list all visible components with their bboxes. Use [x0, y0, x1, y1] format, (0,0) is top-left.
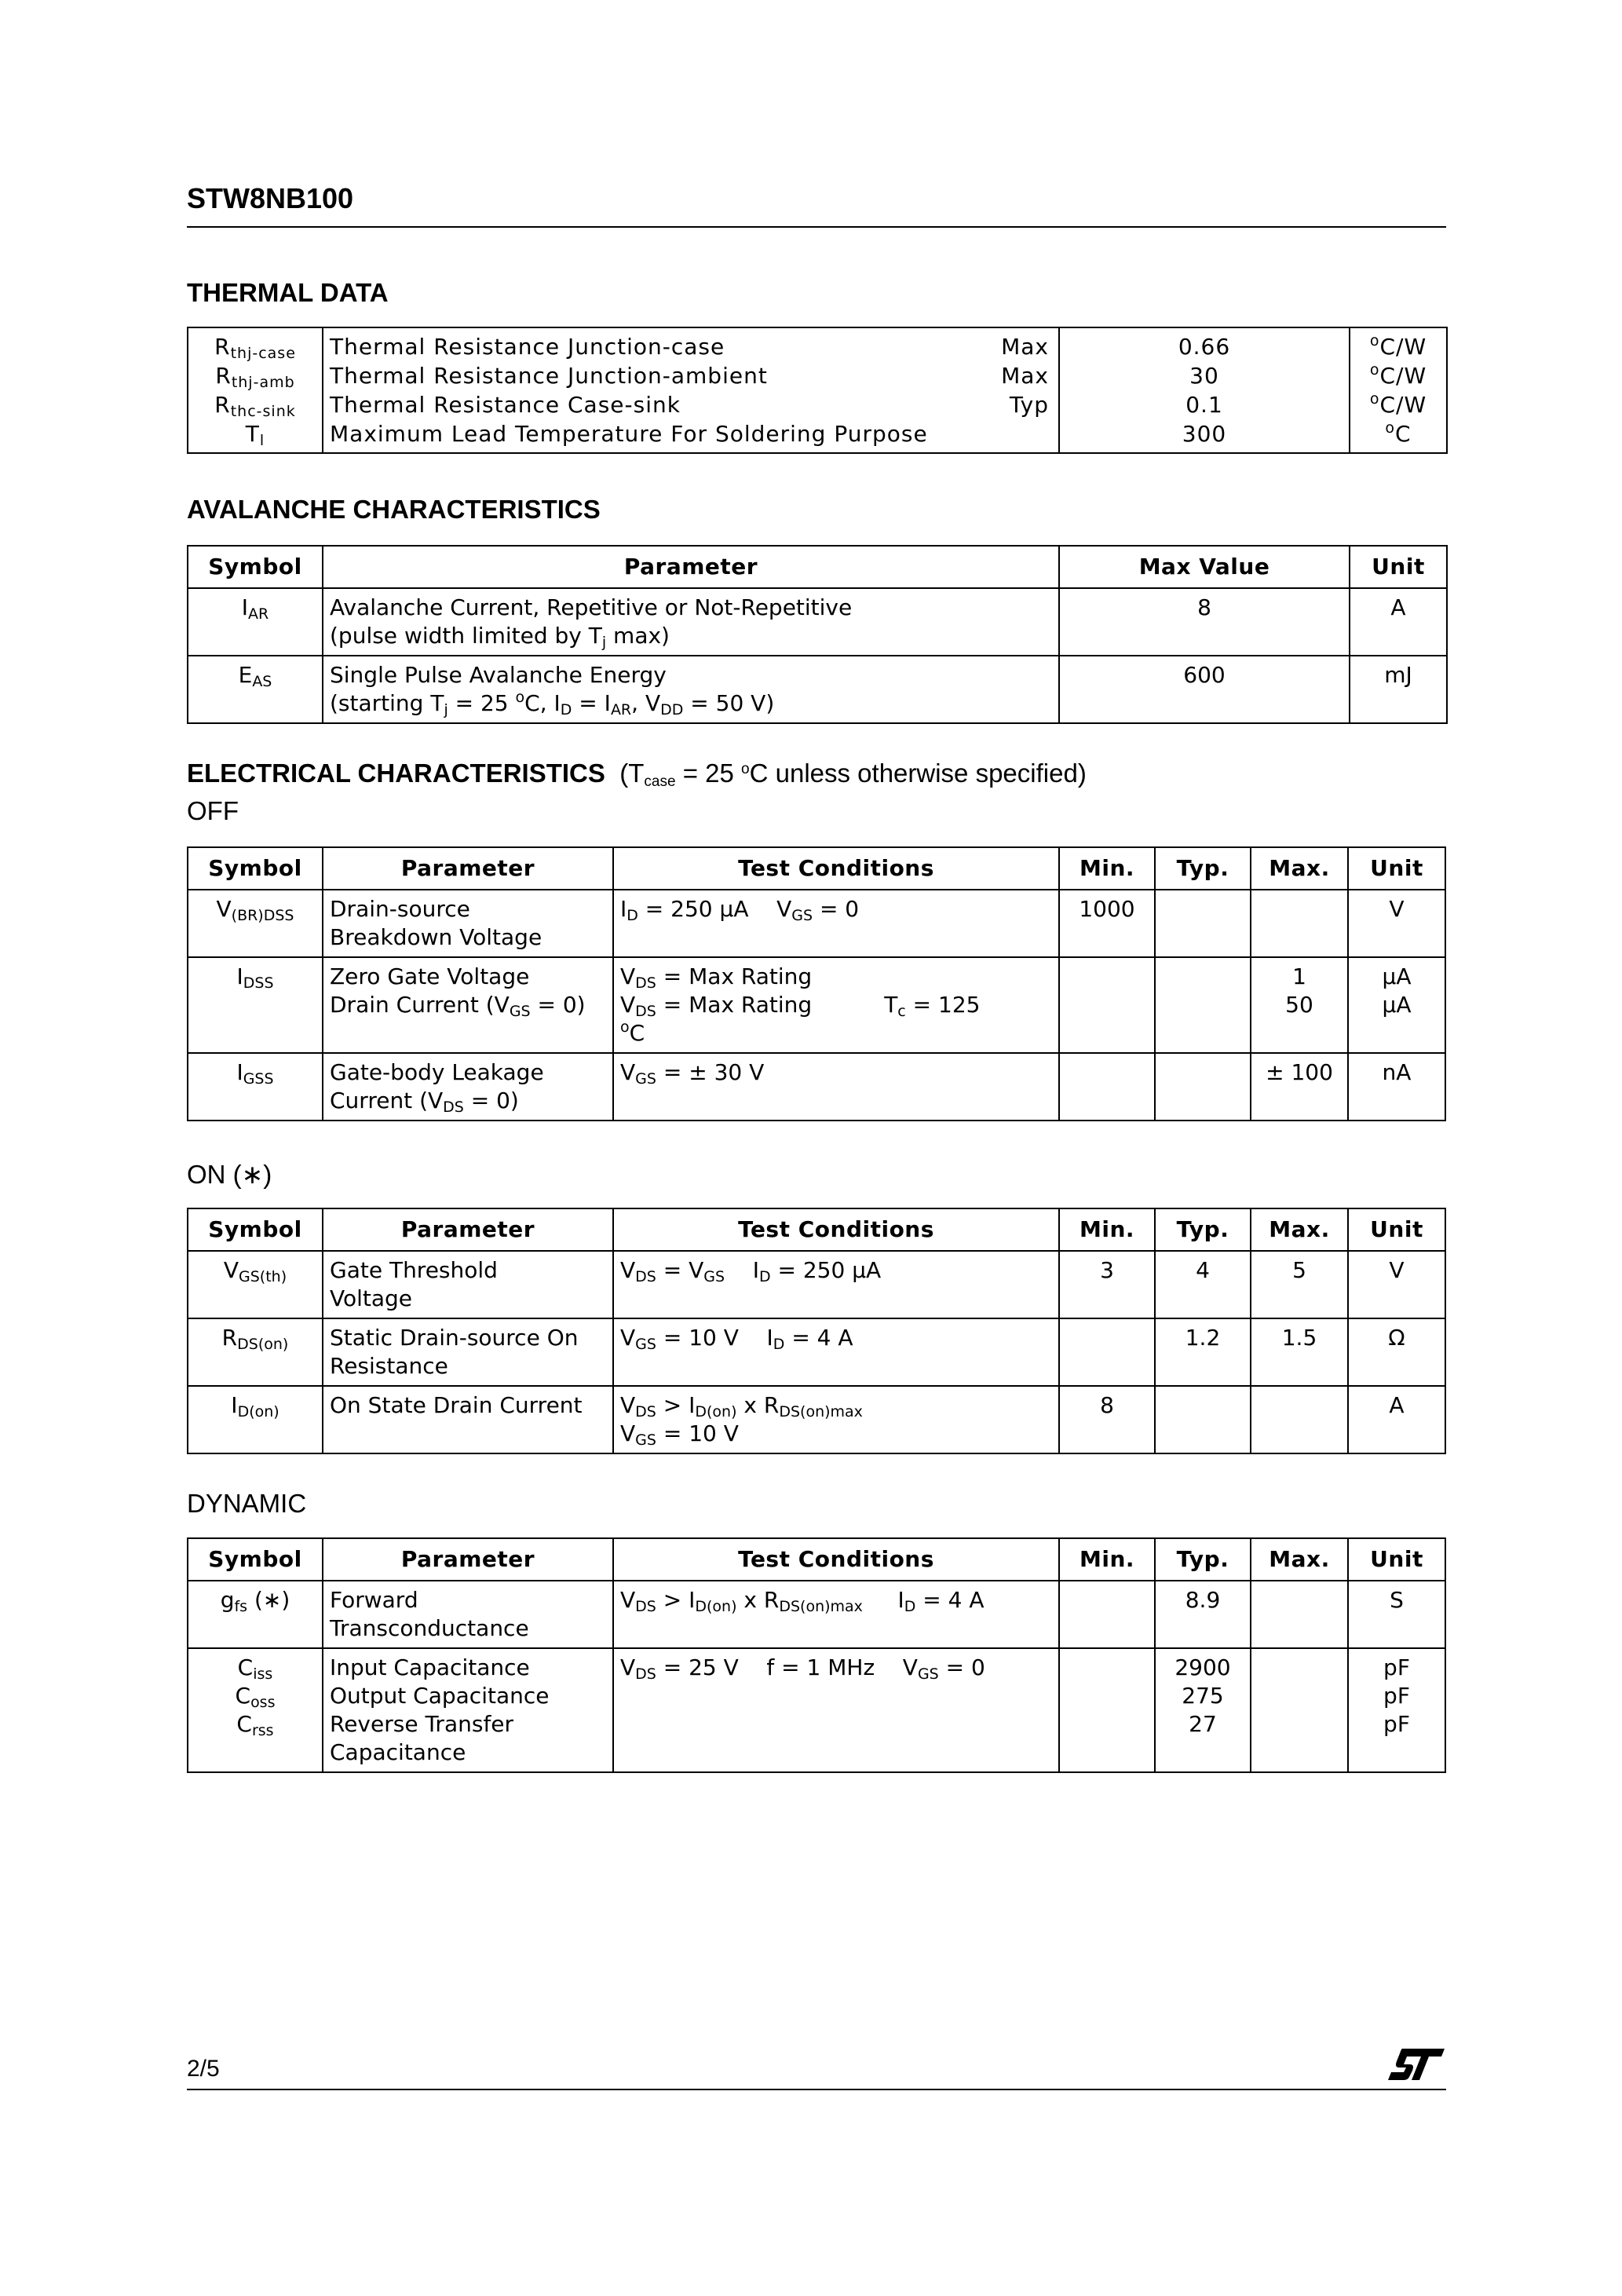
- max-cell: 1.5: [1251, 1318, 1348, 1386]
- typ-cell: 4: [1155, 1251, 1251, 1318]
- test-conditions-cell: $V_{GS} = 10$ V $I_D = 4$ A: [613, 1318, 1059, 1386]
- header-rule: [187, 226, 1446, 228]
- symbol-cell: $g_{fs}$ (∗): [188, 1581, 323, 1648]
- page-number: 2/5: [187, 2056, 220, 2082]
- symbol-cell: $I_{GSS}$: [188, 1053, 323, 1121]
- test-conditions-cell: $V_{GS}$ = ± 30 V: [613, 1053, 1059, 1121]
- table-row: [188, 419, 1447, 453]
- dynamic-title: DYNAMIC: [187, 1489, 307, 1518]
- test-conditions-header: Test Conditions: [613, 1208, 1059, 1251]
- value-cell: 0.1: [1059, 389, 1350, 419]
- unit-header: Unit: [1348, 847, 1445, 890]
- symbol-cell: $T_l$: [188, 419, 323, 453]
- part-number-header: STW8NB100: [187, 182, 354, 214]
- max-cell: [1251, 1581, 1348, 1648]
- header-row: [188, 1538, 1445, 1581]
- unit-header: Unit: [1350, 546, 1447, 588]
- min-cell: [1059, 1053, 1155, 1121]
- table-row: [188, 656, 1447, 723]
- test-conditions-cell: $V_{DS} > I_{D(on)}$ x $R_{DS(on)max}$ $V_{GS} = 10$ V: [613, 1386, 1059, 1453]
- symbol-cell: $I_{AR}$: [188, 588, 323, 656]
- unit-cell: S: [1348, 1581, 1445, 1648]
- value-cell: 8: [1059, 588, 1350, 656]
- symbol-cell: $E_{AS}$: [188, 656, 323, 723]
- test-conditions-cell: $V_{DS} = 25$ V f = 1 MHz $V_{GS} = 0$: [613, 1648, 1059, 1772]
- test-conditions-cell: $I_D = 250$ µA $V_{GS} = 0$: [613, 890, 1059, 957]
- symbol-header: Symbol: [188, 847, 323, 890]
- table-row: [188, 327, 1447, 360]
- thermal-data-title: THERMAL DATA: [187, 278, 389, 307]
- max-header: Max.: [1251, 847, 1348, 890]
- parameter-header: Parameter: [323, 847, 613, 890]
- parameter-cell: Single Pulse Avalanche Energy (starting $T_j = 25$ $^o$C, $I_D = I_{AR}$, $V_{DD} = 50$ V): [323, 656, 1059, 723]
- max-header: Max.: [1251, 1208, 1348, 1251]
- max-cell: ± 100: [1251, 1053, 1348, 1121]
- min-cell: [1059, 1318, 1155, 1386]
- table-row: [188, 1251, 1445, 1318]
- max-value-header: Max Value: [1059, 546, 1350, 588]
- unit-cell: pF pF pF: [1348, 1648, 1445, 1772]
- parameter-cell: Static Drain-source On Resistance: [323, 1318, 613, 1386]
- symbol-cell: $V_{GS(th)}$: [188, 1251, 323, 1318]
- typ-header: Typ.: [1155, 847, 1251, 890]
- st-logo: [1386, 2046, 1445, 2083]
- parameter-cell: Thermal Resistance Case-sink Typ: [323, 389, 1059, 419]
- test-conditions-cell: $V_{DS}$ = Max Rating $V_{DS}$ = Max Rating $T_c = 125$ $^o$C: [613, 957, 1059, 1053]
- symbol-cell: $I_{DSS}$: [188, 957, 323, 1053]
- unit-cell: $^o$C/W: [1350, 389, 1447, 419]
- test-conditions-cell: $V_{DS} = V_{GS}$ $I_D = 250$ µA: [613, 1251, 1059, 1318]
- test-conditions-header: Test Conditions: [613, 847, 1059, 890]
- parameter-header: Parameter: [323, 1538, 613, 1581]
- typ-cell: 2900 275 27: [1155, 1648, 1251, 1772]
- typ-header: Typ.: [1155, 1538, 1251, 1581]
- table-row: [188, 1318, 1445, 1386]
- table-row: [188, 1386, 1445, 1453]
- unit-header: Unit: [1348, 1208, 1445, 1251]
- footer-rule: [187, 2089, 1446, 2090]
- table-row: [188, 389, 1447, 419]
- unit-cell: $^o$C/W: [1350, 327, 1447, 360]
- value-cell: 0.66: [1059, 327, 1350, 360]
- unit-cell: nA: [1348, 1053, 1445, 1121]
- typ-cell: [1155, 957, 1251, 1053]
- max-cell: [1251, 890, 1348, 957]
- symbol-cell: $R_{thc-sink}$: [188, 389, 323, 419]
- unit-cell: A: [1350, 588, 1447, 656]
- min-cell: 8: [1059, 1386, 1155, 1453]
- symbol-cell: $R_{DS(on)}$: [188, 1318, 323, 1386]
- unit-cell: mJ: [1350, 656, 1447, 723]
- min-cell: [1059, 1581, 1155, 1648]
- parameter-cell: Thermal Resistance Junction-ambient Max: [323, 360, 1059, 389]
- min-cell: [1059, 1648, 1155, 1772]
- dynamic-table: [187, 1537, 1446, 1773]
- parameter-cell: Input Capacitance Output Capacitance Reverse Transfer Capacitance: [323, 1648, 613, 1772]
- table-row: [188, 957, 1445, 1053]
- min-header: Min.: [1059, 1538, 1155, 1581]
- typ-cell: 1.2: [1155, 1318, 1251, 1386]
- unit-header: Unit: [1348, 1538, 1445, 1581]
- header-row: [188, 1208, 1445, 1251]
- unit-cell: Ω: [1348, 1318, 1445, 1386]
- parameter-cell: Gate Threshold Voltage: [323, 1251, 613, 1318]
- parameter-header: Parameter: [323, 546, 1059, 588]
- parameter-cell: Drain-source Breakdown Voltage: [323, 890, 613, 957]
- min-cell: [1059, 957, 1155, 1053]
- typ-cell: [1155, 890, 1251, 957]
- electrical-title: ELECTRICAL CHARACTERISTICS ($T_{case} = 25$ $^o$C unless otherwise specified): [187, 759, 1087, 790]
- table-row: [188, 890, 1445, 957]
- table-row: [188, 360, 1447, 389]
- table-row: [188, 1053, 1445, 1121]
- table-row: [188, 1581, 1445, 1648]
- off-table: [187, 846, 1446, 1121]
- thermal-data-table: [187, 327, 1448, 454]
- symbol-header: Symbol: [188, 546, 323, 588]
- parameter-cell: Forward Transconductance: [323, 1581, 613, 1648]
- off-title: OFF: [187, 796, 239, 825]
- symbol-header: Symbol: [188, 1208, 323, 1251]
- parameter-cell: On State Drain Current: [323, 1386, 613, 1453]
- unit-cell: $^o$C: [1350, 419, 1447, 453]
- value-cell: 30: [1059, 360, 1350, 389]
- header-row: [188, 546, 1447, 588]
- parameter-cell: Zero Gate Voltage Drain Current $(V_{GS} = 0)$: [323, 957, 613, 1053]
- parameter-cell: Avalanche Current, Repetitive or Not-Repetitive (pulse width limited by $T_j$ max): [323, 588, 1059, 656]
- test-conditions-cell: $V_{DS} > I_{D(on)}$ x $R_{DS(on)max}$ $I_D = 4$ A: [613, 1581, 1059, 1648]
- min-cell: 3: [1059, 1251, 1155, 1318]
- max-cell: 1 50: [1251, 957, 1348, 1053]
- table-row: [188, 588, 1447, 656]
- min-header: Min.: [1059, 1208, 1155, 1251]
- max-cell: [1251, 1386, 1348, 1453]
- avalanche-table: [187, 545, 1448, 724]
- symbol-cell: $I_{D(on)}$: [188, 1386, 323, 1453]
- unit-cell: V: [1348, 890, 1445, 957]
- test-conditions-header: Test Conditions: [613, 1538, 1059, 1581]
- symbol-cell: $R_{thj-amb}$: [188, 360, 323, 389]
- unit-cell: $^o$C/W: [1350, 360, 1447, 389]
- parameter-cell: Maximum Lead Temperature For Soldering Purpose: [323, 419, 1059, 453]
- symbol-cell: $R_{thj-case}$: [188, 327, 323, 360]
- table-row: [188, 1648, 1445, 1772]
- unit-cell: µA µA: [1348, 957, 1445, 1053]
- unit-cell: A: [1348, 1386, 1445, 1453]
- typ-header: Typ.: [1155, 1208, 1251, 1251]
- symbol-header: Symbol: [188, 1538, 323, 1581]
- on-title: ON (∗): [187, 1160, 272, 1189]
- on-table: [187, 1208, 1446, 1454]
- header-row: [188, 847, 1445, 890]
- typ-cell: [1155, 1053, 1251, 1121]
- symbol-cell: $C_{iss}$ $C_{oss}$ $C_{rss}$: [188, 1648, 323, 1772]
- parameter-header: Parameter: [323, 1208, 613, 1251]
- max-header: Max.: [1251, 1538, 1348, 1581]
- unit-cell: V: [1348, 1251, 1445, 1318]
- min-header: Min.: [1059, 847, 1155, 890]
- parameter-cell: Thermal Resistance Junction-case Max: [323, 327, 1059, 360]
- parameter-cell: Gate-body Leakage Current $(V_{DS} = 0)$: [323, 1053, 613, 1121]
- typ-cell: 8.9: [1155, 1581, 1251, 1648]
- typ-cell: [1155, 1386, 1251, 1453]
- avalanche-title: AVALANCHE CHARACTERISTICS: [187, 495, 601, 524]
- value-cell: 300: [1059, 419, 1350, 453]
- value-cell: 600: [1059, 656, 1350, 723]
- symbol-cell: $V_{(BR)DSS}$: [188, 890, 323, 957]
- min-cell: 1000: [1059, 890, 1155, 957]
- max-cell: [1251, 1648, 1348, 1772]
- max-cell: 5: [1251, 1251, 1348, 1318]
